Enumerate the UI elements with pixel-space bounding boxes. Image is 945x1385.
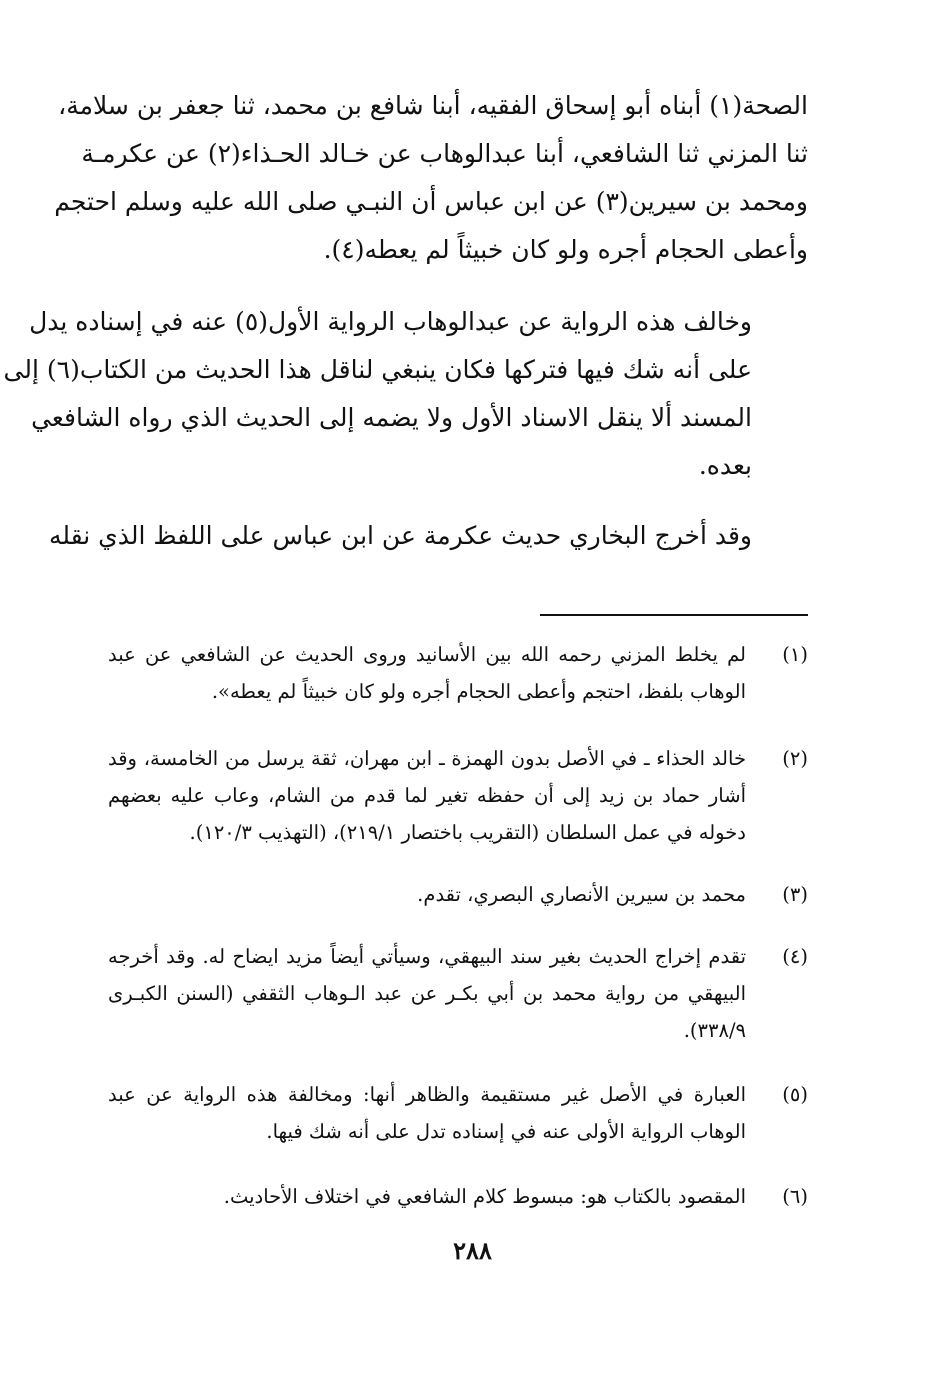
footnote-text: المقصود بالكتاب هو: مبسوط كلام الشافعي في اختلاف الأحاديث. — [223, 1185, 746, 1208]
text-line: وأعطى الحجام أجره ولو كان خبيثاً لم يعطه(٤). — [323, 235, 808, 264]
footnote-text: خالد الحذاء ـ في الأصل بدون الهمزة ـ ابن مهران، ثقة يرسل من الخامسة، وقد أشار حماد بن زيد إلى أن حفظه تغير لما قدم من الشام، وعاب عليه بعضهم دخوله في عمل السلطان (التقريب باختصار ٢١٩/١)، (التهذيب ١٢٠/٣). — [108, 747, 746, 844]
page-number: ٢٨٨ — [453, 1236, 492, 1265]
footnote-number: (٥) — [782, 1083, 808, 1106]
footnote-number: (٦) — [782, 1185, 808, 1208]
footnote-6 — [108, 1178, 808, 1215]
footnote-5 — [108, 1076, 808, 1150]
footnote-4 — [108, 938, 808, 1049]
footnote-separator — [540, 614, 808, 616]
footnote-number: (٣) — [782, 883, 808, 906]
text-line: على أنه شك فيها فتركها فكان ينبغي لناقل هذا الحديث من الكتاب(٦) إلى — [3, 355, 752, 384]
text-line: وقد أخرج البخاري حديث عكرمة عن ابن عباس على اللفظ الذي نقله — [48, 521, 752, 550]
footnote-number: (٢) — [782, 747, 808, 770]
footnote-3 — [108, 876, 808, 913]
footnote-number: (٤) — [782, 945, 808, 968]
footnote-text: لم يخلط المزني رحمه الله بين الأسانيد وروى الحديث عن الشافعي عن عبد الوهاب بلفظ، احتجم وأعطى الحجام أجره ولو كان خبيثاً لم يعطه». — [108, 643, 746, 703]
text-line: وخالف هذه الرواية عن عبدالوهاب الرواية الأول(٥) عنه في إسناده يدل — [29, 307, 752, 336]
footnote-text: العبارة في الأصل غير مستقيمة والظاهر أنها: ومخالفة هذه الرواية عن عبد الوهاب الرواية الأولى عنه في إسناده تدل على أنه شك فيها. — [108, 1083, 746, 1143]
paragraph-1 — [54, 82, 808, 274]
footnote-text: محمد بن سيرين الأنصاري البصري، تقدم. — [417, 883, 746, 906]
text-line: المسند ألا ينقل الاسناد الأول ولا يضمه إلى الحديث الذي رواه الشافعي — [31, 403, 752, 432]
text-line: ثنا المزني ثنا الشافعي، أبنا عبدالوهاب عن خـالد الحـذاء(٢) عن عكرمـة — [81, 139, 808, 168]
text-line: ومحمد بن سيرين(٣) عن ابن عباس أن النبـي صلى الله عليه وسلم احتجم — [54, 187, 808, 216]
footnote-number: (١) — [782, 643, 808, 666]
footnote-text: تقدم إخراج الحديث بغير سند البيهقي، وسيأتي أيضاً مزيد ايضاح له. وقد أخرجه البيهقي من رواية محمد بن أبي بكـر عن عبد الـوهاب الثقفي (السنن الكبـرى ٣٣٨/٩). — [108, 945, 746, 1042]
footnote-1 — [108, 636, 808, 710]
text-line: الصحة(١) أبناه أبو إسحاق الفقيه، أبنا شافع بن محمد، ثنا جعفر بن سلامة، — [58, 91, 808, 120]
footnote-2 — [108, 740, 808, 851]
paragraph-2 — [3, 298, 808, 490]
text-line: بعده. — [698, 451, 752, 480]
paragraph-3 — [48, 512, 808, 560]
